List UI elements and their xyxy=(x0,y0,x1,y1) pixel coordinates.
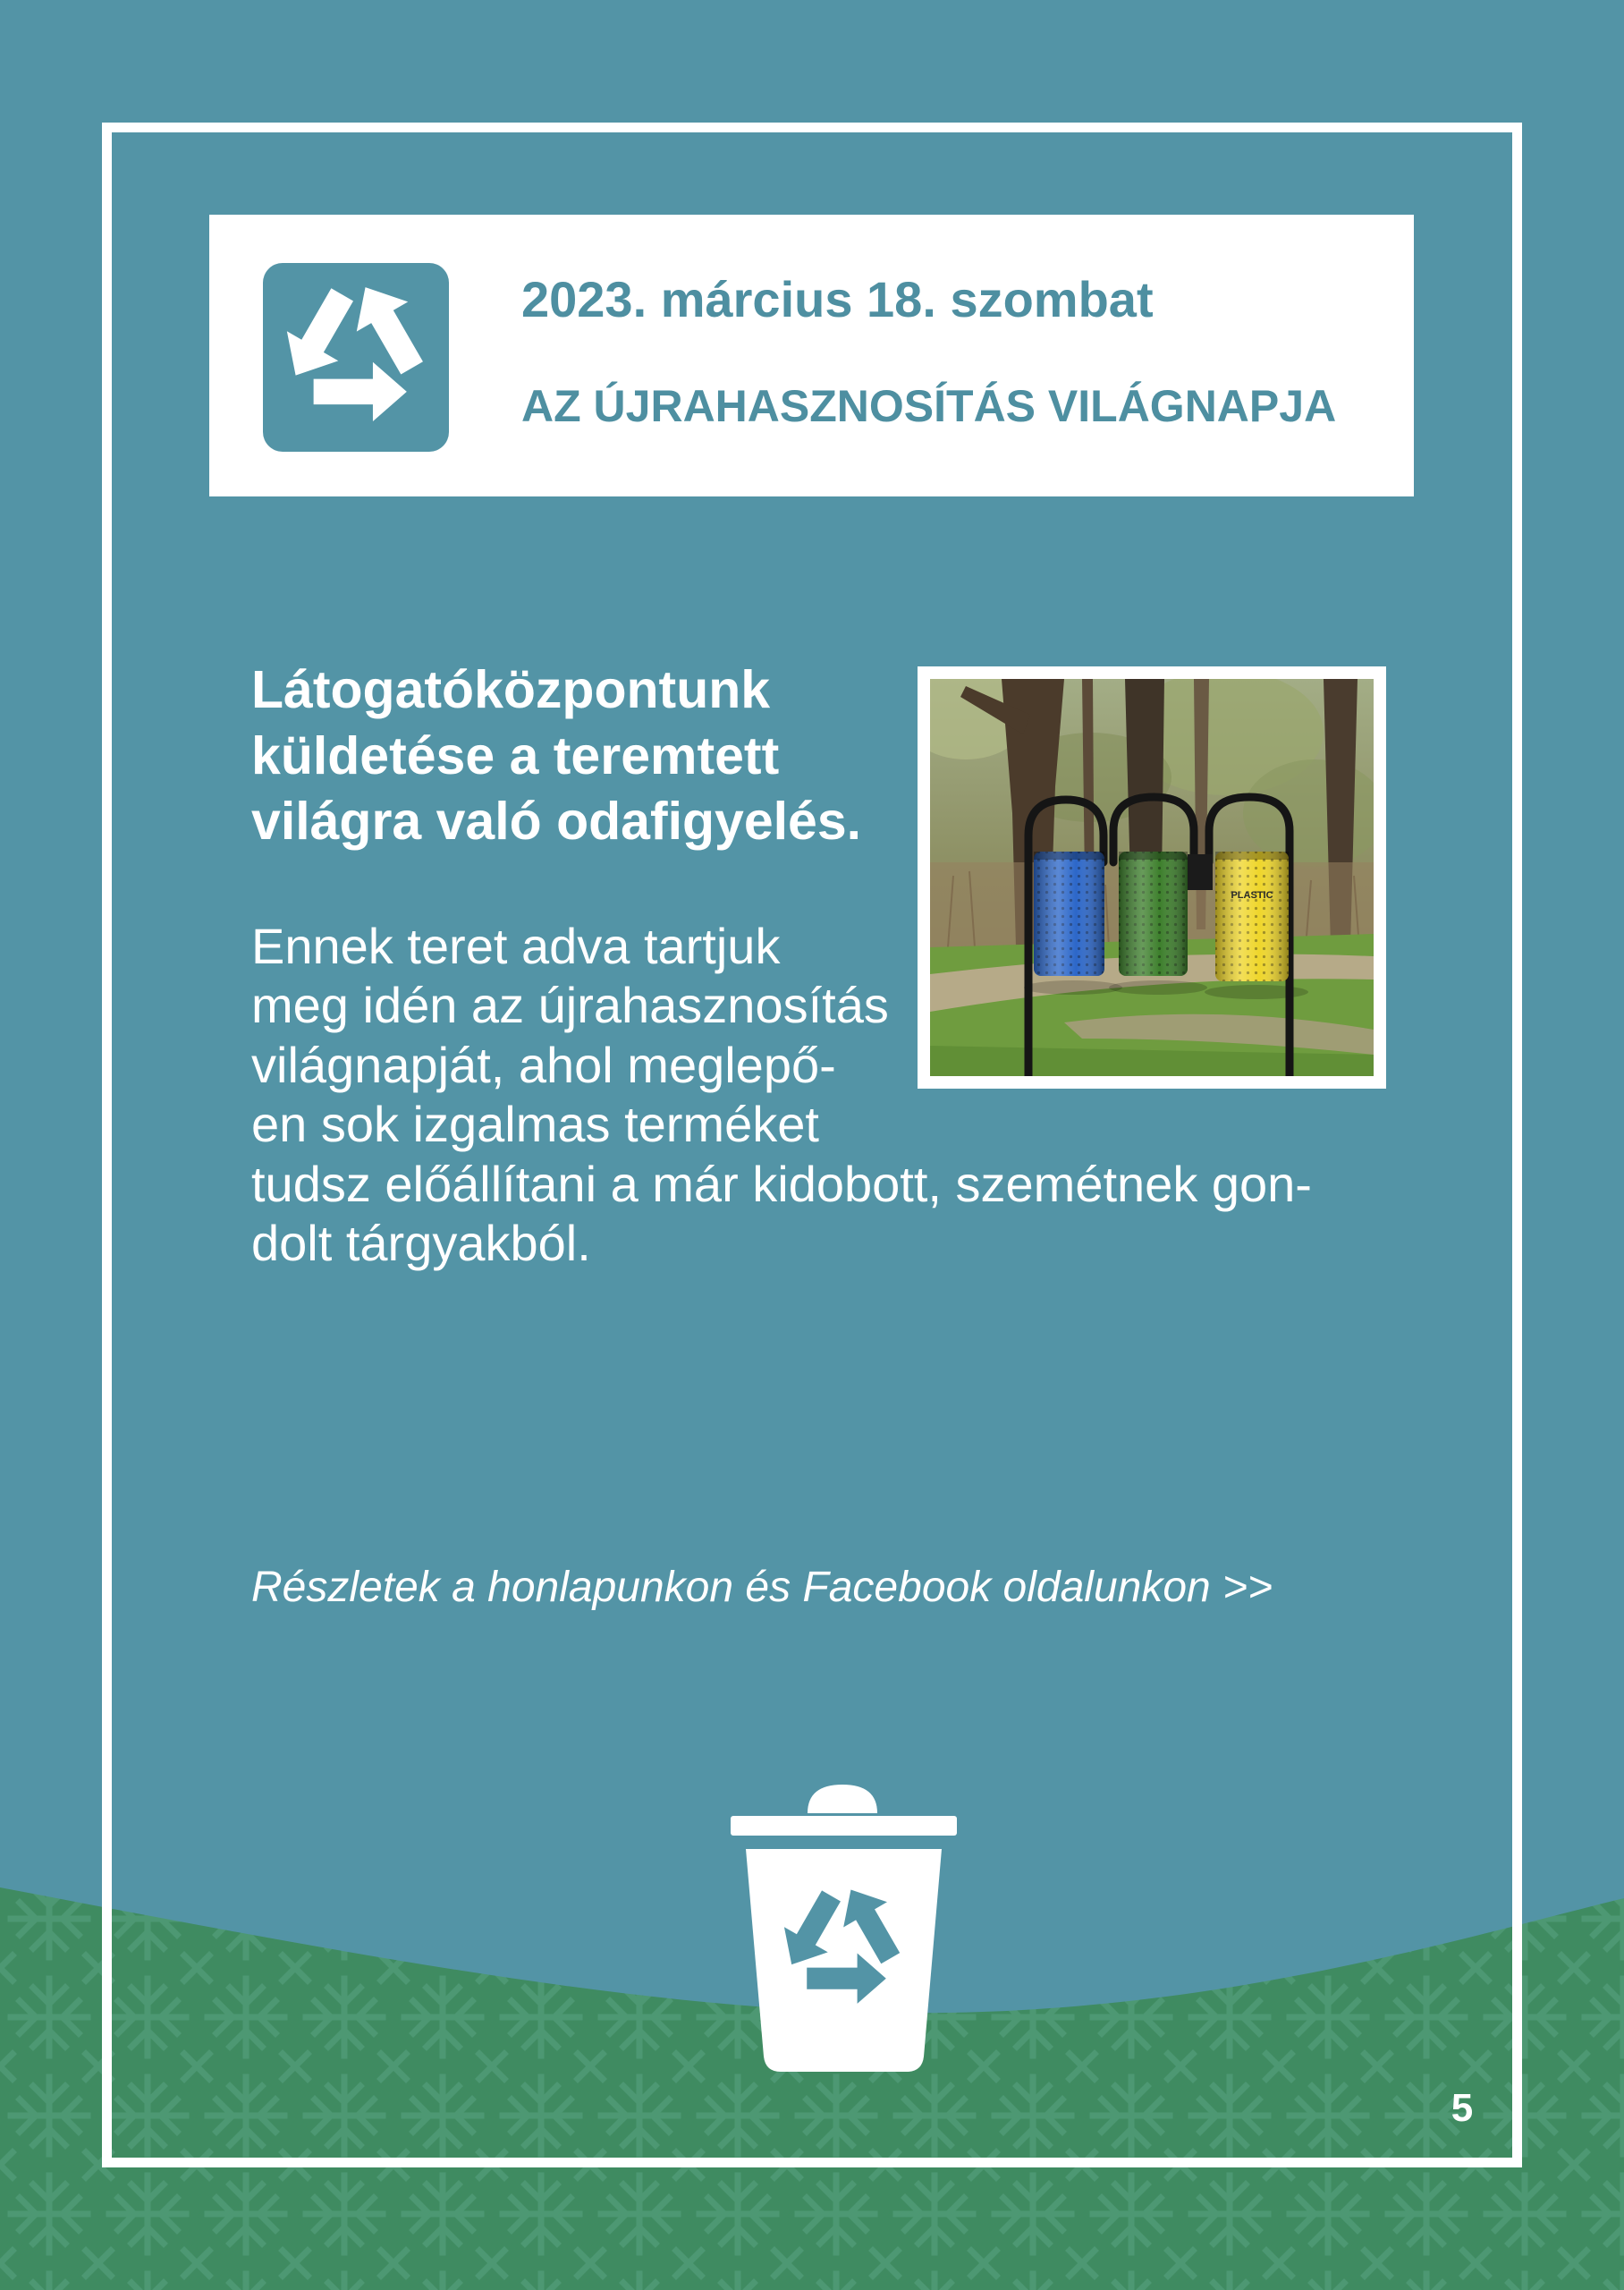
photo-frame xyxy=(918,666,1386,1089)
event-title: AZ ÚJRAHASZNOSÍTÁS VILÁGNAPJA xyxy=(521,381,1337,431)
recycling-bins-photo xyxy=(930,679,1374,1076)
trash-can-recycle-icon xyxy=(715,1776,975,2080)
recycle-symbol xyxy=(275,277,436,438)
body-line: en sok izgalmas terméket xyxy=(251,1096,819,1153)
heading-line: Látogatóközpontunk xyxy=(251,660,771,719)
body-line: dolt tárgyakból. xyxy=(251,1215,591,1272)
bin-label: PLASTIC xyxy=(1231,890,1273,901)
body-line: meg idén az újrahasznosítás xyxy=(251,977,889,1034)
heading-line: küldetése a teremtett xyxy=(251,725,780,785)
page-number: 5 xyxy=(1451,2086,1474,2130)
recycle-icon xyxy=(263,263,449,452)
event-date: 2023. március 18. szombat xyxy=(521,271,1154,327)
body-line: tudsz előállítani a már kidobott, szemétnek gon- xyxy=(251,1155,1312,1212)
yellow-bin xyxy=(1215,852,1289,981)
event-header xyxy=(209,215,1414,496)
heading-line: világra való odafigyelés. xyxy=(251,792,862,851)
intro-heading xyxy=(251,657,861,855)
body-line: világnapját, ahol meglepő- xyxy=(251,1036,836,1093)
blue-bin xyxy=(1034,852,1104,976)
details-link[interactable]: Részletek a honlapunkon és Facebook oldalunkon >> xyxy=(251,1564,1273,1611)
body-line: Ennek teret adva tartjuk xyxy=(251,918,781,974)
green-bin xyxy=(1119,852,1188,976)
